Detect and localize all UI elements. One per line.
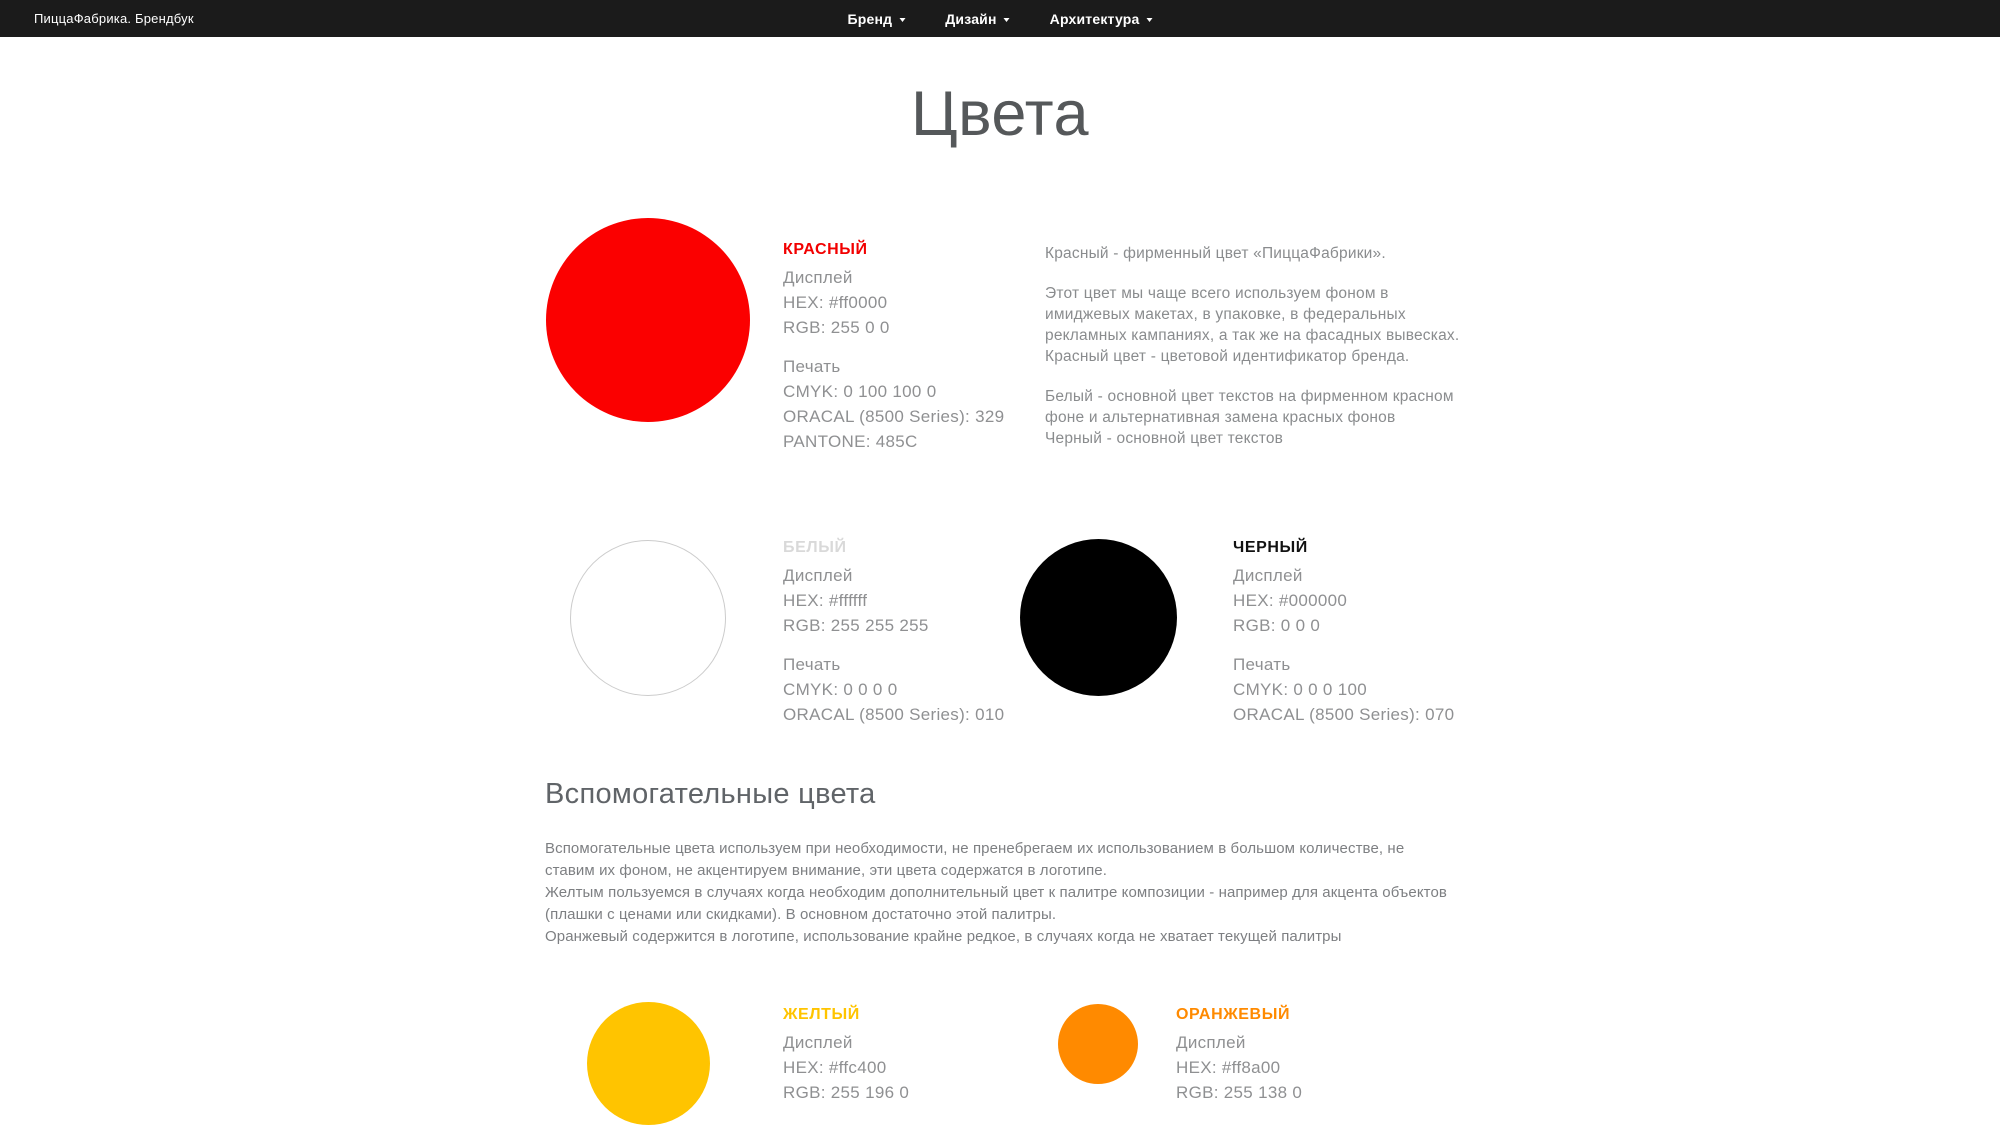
yellow-color-swatch bbox=[587, 1002, 710, 1125]
display-label: Дисплей bbox=[1233, 566, 1303, 585]
pantone-value: PANTONE: 485C bbox=[783, 432, 918, 451]
chevron-down-icon bbox=[1004, 18, 1010, 22]
orange-color-name: ОРАНЖЕВЫЙ bbox=[1176, 1006, 1291, 1023]
page-title: Цвета bbox=[911, 79, 1089, 149]
white-color-name: БЕЛЫЙ bbox=[783, 539, 847, 556]
rgb-value: RGB: 0 0 0 bbox=[1233, 616, 1321, 635]
oracal-value: ORACAL (8500 Series): 329 bbox=[783, 407, 1005, 426]
description-line: Вспомогательные цвета используем при необходимости, не пренебрегаем их использованием в большом количестве, не ставим их фоном, не акцентируем внимание, эти цвета содержатся в логотипе. bbox=[545, 840, 1405, 879]
print-label: Печать bbox=[1233, 655, 1291, 674]
white-color-swatch bbox=[570, 540, 726, 696]
black-color-swatch bbox=[1020, 539, 1177, 696]
orange-color-info bbox=[1176, 1005, 1302, 1105]
chevron-down-icon bbox=[899, 18, 905, 22]
description-paragraph: Красный - фирменный цвет «ПиццаФабрики». bbox=[1045, 245, 1386, 262]
description-paragraph: Белый - основной цвет текстов на фирменном красном фоне и альтернативная замена красных фонов bbox=[1045, 388, 1454, 426]
yellow-color-name: ЖЕЛТЫЙ bbox=[783, 1006, 860, 1023]
print-label: Печать bbox=[783, 655, 841, 674]
description-line: Желтым пользуемся в случаях когда необходим дополнительный цвет к палитре композиции - например для акцента объектов (плашки с ценами или скидками). В основном достаточно этой палитры. bbox=[545, 884, 1447, 923]
hex-value: HEX: #ffc400 bbox=[783, 1058, 887, 1077]
top-navigation-bar bbox=[0, 0, 2000, 37]
display-label: Дисплей bbox=[783, 566, 853, 585]
description-line: Оранжевый содержится в логотипе, использование крайне редкое, в случаях когда не хватает текущей палитры bbox=[545, 928, 1342, 945]
rgb-value: RGB: 255 0 0 bbox=[783, 318, 890, 337]
brand-title[interactable]: ПиццаФабрика. Брендбук bbox=[34, 11, 194, 26]
description-paragraph: Черный - основной цвет текстов bbox=[1045, 430, 1284, 447]
hex-value: HEX: #ff8a00 bbox=[1176, 1058, 1281, 1077]
oracal-value: ORACAL (8500 Series): 010 bbox=[783, 705, 1005, 724]
red-color-name: КРАСНЫЙ bbox=[783, 241, 868, 258]
description-paragraph: Этот цвет мы чаще всего используем фоном в имиджевых макетах, в упаковке, в федеральных рекламных кампаниях, а так же на фасадных вывесках. Красный цвет - цветовой идентификатор бренда. bbox=[1045, 285, 1460, 365]
nav-item-brand-menu[interactable] bbox=[847, 11, 905, 27]
red-color-swatch bbox=[546, 218, 750, 422]
hex-value: HEX: #000000 bbox=[1233, 591, 1348, 610]
cmyk-value: CMYK: 0 0 0 100 bbox=[1233, 680, 1367, 699]
main-nav bbox=[847, 0, 1152, 37]
rgb-value: RGB: 255 196 0 bbox=[783, 1083, 910, 1102]
nav-item-label: Дизайн bbox=[945, 10, 997, 27]
cmyk-value: CMYK: 0 0 0 0 bbox=[783, 680, 898, 699]
oracal-value: ORACAL (8500 Series): 070 bbox=[1233, 705, 1455, 724]
yellow-color-info bbox=[783, 1005, 909, 1105]
orange-color-swatch bbox=[1058, 1004, 1138, 1084]
white-color-info bbox=[783, 538, 1004, 727]
nav-item-label: Архитектура bbox=[1049, 10, 1140, 27]
supporting-colors-heading: Вспомогательные цвета bbox=[545, 778, 876, 810]
hex-value: HEX: #ffffff bbox=[783, 591, 868, 610]
red-color-info bbox=[783, 240, 1004, 454]
rgb-value: RGB: 255 255 255 bbox=[783, 616, 929, 635]
nav-item-label: Бренд bbox=[847, 10, 893, 27]
hex-value: HEX: #ff0000 bbox=[783, 293, 888, 312]
nav-item-architecture-menu[interactable] bbox=[1050, 11, 1153, 27]
display-label: Дисплей bbox=[783, 1033, 853, 1052]
supporting-colors-description bbox=[545, 838, 1453, 948]
red-color-description bbox=[1045, 243, 1465, 449]
rgb-value: RGB: 255 138 0 bbox=[1176, 1083, 1303, 1102]
cmyk-value: CMYK: 0 100 100 0 bbox=[783, 382, 937, 401]
black-color-info bbox=[1233, 538, 1454, 727]
display-label: Дисплей bbox=[783, 268, 853, 287]
black-color-name: ЧЕРНЫЙ bbox=[1233, 539, 1308, 556]
nav-item-design-menu[interactable] bbox=[945, 11, 1009, 27]
print-label: Печать bbox=[783, 357, 841, 376]
display-label: Дисплей bbox=[1176, 1033, 1246, 1052]
chevron-down-icon bbox=[1147, 18, 1153, 22]
